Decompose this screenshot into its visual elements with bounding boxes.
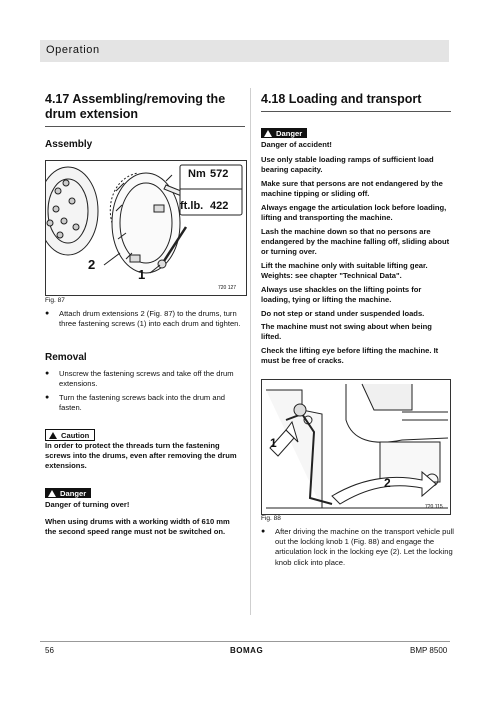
callout-2: 2	[88, 257, 96, 272]
danger-badge	[45, 488, 91, 498]
transport-para-4: Always engage the articulation lock before loading, lifting and transporting the machine.	[261, 203, 447, 223]
section-title-4-18: 4.18 Loading and transport	[261, 92, 422, 106]
transport-para-9: The machine must not swing about when being lifted.	[261, 322, 432, 342]
figure-code: 720 127	[218, 285, 237, 291]
transport-para-2: Use only stable loading ramps of sufficient load bearing capacity.	[261, 155, 434, 175]
warning-icon	[49, 432, 57, 439]
transport-para-10: Check the lifting eye before lifting the machine. It must be free of cracks.	[261, 346, 439, 366]
transport-para-6: Lift the machine only with suitable lifting gear. Weights: see chapter "Technical Data".	[261, 261, 428, 281]
section-header-bar	[40, 40, 449, 62]
figure-code: 720 115	[425, 504, 443, 510]
title-rule	[261, 111, 451, 112]
page-number: 56	[45, 646, 54, 655]
danger-badge	[261, 128, 307, 138]
column-divider	[250, 88, 251, 615]
assembly-step: ● Attach drum extensions 2 (Fig. 87) to the drums, turn three fastening screws (1) into each drum and tighten.	[45, 309, 247, 329]
danger-label: Danger	[276, 128, 303, 138]
figure-88	[261, 379, 451, 515]
torque-value-nm: 572	[210, 168, 229, 180]
transport-para-8: Do not step or stand under suspended loads.	[261, 309, 425, 318]
torque-value-ftlb: 422	[210, 200, 229, 212]
figure-caption-88: Fig. 88	[261, 515, 281, 522]
caution-badge	[45, 429, 95, 441]
callout-2: 2	[384, 476, 391, 490]
danger-heading: Danger of turning over!	[45, 500, 130, 509]
articulation-lock-illustration	[262, 380, 450, 514]
figure-87	[45, 160, 247, 296]
warning-icon	[48, 490, 56, 497]
section-title-4-17: 4.17 Assembling/removing the drum extension	[45, 92, 226, 121]
drum-extension-illustration	[46, 161, 246, 295]
caution-label: Caution	[61, 430, 90, 440]
footer-rule	[40, 641, 450, 642]
model-name: BMP 8500	[410, 646, 448, 655]
transport-para-7: Always use shackles on the lifting points for loading, tying or lifting the machine.	[261, 285, 422, 305]
removal-step-1: ● Unscrew the fastening screws and take off the drum extensions.	[45, 369, 247, 389]
removal-step-2: ● Turn the fastening screws back into the drum and fasten.	[45, 393, 247, 413]
assembly-heading: Assembly	[45, 139, 93, 150]
removal-heading: Removal	[45, 352, 87, 363]
transport-para-3: Make sure that persons are not endangered by the machine tipping or sliding off.	[261, 179, 443, 199]
transport-step: ● After driving the machine on the transport vehicle pull out the locking knob 1 (Fig. 88) and engage the articulation lock in the locking eye (2). Let the locking knob click into place.	[261, 527, 459, 568]
danger-label: Danger	[60, 488, 87, 498]
warning-icon	[264, 130, 272, 137]
title-rule	[45, 126, 245, 127]
caution-text: In order to protect the threads turn the fastening screws into the drums, even after removing the drum extensions.	[45, 441, 237, 471]
torque-unit-ftlb: ft.lb.	[180, 200, 204, 212]
figure-caption-87: Fig. 87	[45, 297, 65, 304]
callout-1: 1	[138, 267, 146, 282]
transport-para-1: Danger of accident!	[261, 140, 332, 149]
section-header: Operation	[46, 44, 100, 56]
danger-text: When using drums with a working width of 610 mm the second speed range must not be switched on.	[45, 517, 230, 537]
callout-1: 1	[270, 436, 277, 450]
brand-name: BOMAG	[230, 646, 264, 655]
torque-unit-nm: Nm	[188, 168, 206, 180]
transport-para-5: Lash the machine down so that no persons are endangered by the machine falling off, sliding about or turning over.	[261, 227, 450, 257]
